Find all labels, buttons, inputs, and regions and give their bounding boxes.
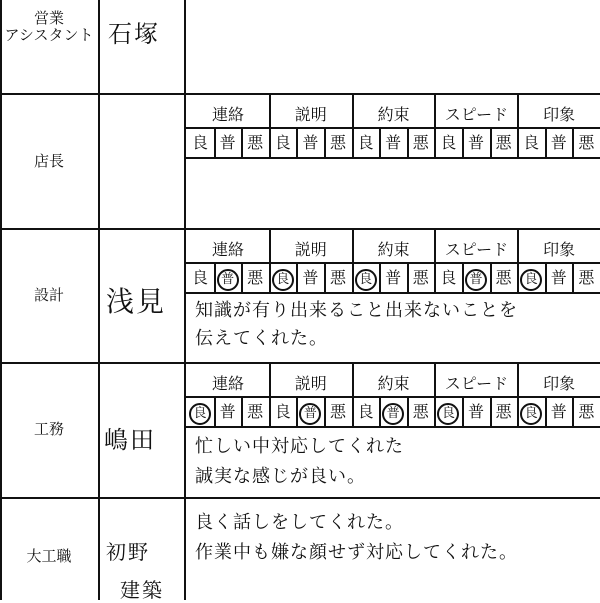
comment-carpenter-line2: 作業中も嫌な顔せず対応してくれた。 (195, 542, 518, 563)
frame-divider-name (184, 0, 186, 600)
rating-cell: 良 (274, 402, 291, 421)
comment-construction-line1: 忙しい中対応してくれた (195, 436, 404, 457)
rating-cell (186, 400, 214, 424)
rating-cell: 良 (357, 402, 374, 421)
rating-cell: 良 (357, 133, 374, 152)
row-sep-2 (0, 228, 600, 230)
rating-cell (517, 266, 545, 290)
rating-cell: 良 (274, 133, 291, 152)
category-header: 説明 (294, 374, 327, 393)
category-header: スピード (444, 105, 509, 124)
rating-cell (517, 400, 545, 424)
category-header: 連絡 (211, 105, 244, 124)
name-design: 浅見 (106, 285, 167, 318)
category-header: 印象 (543, 240, 576, 259)
name-construction: 嶋田 (104, 426, 156, 454)
rating-cell (462, 266, 490, 290)
grid-header-line (186, 396, 600, 398)
rating-cell: 悪 (495, 402, 512, 421)
rating-cell: 悪 (247, 133, 264, 152)
row-sep-4 (0, 497, 600, 499)
selected-rating: 良 (355, 269, 377, 291)
category-header: 印象 (543, 374, 576, 393)
rating-cell: 悪 (495, 268, 512, 287)
rating-cell: 良 (191, 268, 208, 287)
selected-rating: 良 (272, 269, 294, 291)
rating-cell: 悪 (578, 268, 595, 287)
category-header: 連絡 (211, 240, 244, 259)
role-design: 設計 (33, 286, 64, 304)
rating-cell: 普 (550, 268, 567, 287)
category-header: 印象 (543, 105, 576, 124)
name-carpenter-line1: 初野 (106, 540, 150, 564)
selected-rating: 普 (382, 403, 404, 425)
rating-cell: 普 (467, 133, 484, 152)
grid-rating-line (186, 157, 600, 159)
role-construction: 工務 (33, 420, 64, 438)
rating-cell: 良 (440, 133, 457, 152)
rating-cell: 悪 (412, 268, 429, 287)
grid-header-line (186, 127, 600, 129)
rating-cell: 普 (219, 402, 236, 421)
category-header: 連絡 (211, 374, 244, 393)
rating-cell: 悪 (247, 402, 264, 421)
rating-cell: 悪 (412, 133, 429, 152)
rating-cell: 普 (385, 268, 402, 287)
selected-rating: 良 (520, 403, 542, 425)
category-header: 約束 (377, 374, 410, 393)
rating-cell: 悪 (578, 133, 595, 152)
comment-design-line1: 知識が有り出来ること出来ないことを (195, 300, 518, 321)
selected-rating: 良 (520, 269, 542, 291)
rating-cell: 普 (550, 402, 567, 421)
rating-cell: 悪 (495, 133, 512, 152)
rating-cell (214, 266, 242, 290)
role-carpenter: 大工職 (26, 547, 72, 565)
category-header: 説明 (294, 240, 327, 259)
rating-cell: 良 (523, 133, 540, 152)
frame-divider-role (98, 0, 100, 600)
rating-cell: 悪 (329, 402, 346, 421)
row-sep-1 (0, 93, 600, 95)
rating-cell (352, 266, 380, 290)
rating-cell: 普 (302, 268, 319, 287)
rating-cell: 悪 (247, 268, 264, 287)
category-header: 説明 (294, 105, 327, 124)
selected-rating: 良 (437, 403, 459, 425)
category-header: スピード (444, 374, 509, 393)
rating-cell: 悪 (329, 268, 346, 287)
comment-carpenter-line1: 良く話しをしてくれた。 (195, 512, 404, 533)
rating-cell: 普 (219, 133, 236, 152)
rating-cell: 良 (191, 133, 208, 152)
name-carpenter-line2: 建築 (120, 578, 164, 602)
category-header: 約束 (377, 240, 410, 259)
selected-rating: 普 (465, 269, 487, 291)
rating-cell: 悪 (578, 402, 595, 421)
rating-cell (269, 266, 297, 290)
rating-cell (379, 400, 407, 424)
rating-cell: 良 (440, 268, 457, 287)
category-header: スピード (444, 240, 509, 259)
rating-cell: 悪 (412, 402, 429, 421)
grid-rating-line (186, 292, 600, 294)
rating-cell: 普 (385, 133, 402, 152)
name-sales-assistant: 石塚 (108, 20, 160, 48)
grid-rating-line (186, 426, 600, 428)
role-line-2: アシスタント (4, 26, 94, 44)
role-line-1: 営業 (33, 9, 64, 27)
rating-cell (434, 400, 462, 424)
selected-rating: 普 (217, 269, 239, 291)
rating-cell (296, 400, 324, 424)
selected-rating: 普 (299, 403, 321, 425)
category-header: 約束 (377, 105, 410, 124)
selected-rating: 良 (189, 403, 211, 425)
rating-cell: 普 (302, 133, 319, 152)
role-sales-assistant (0, 10, 98, 44)
rating-cell: 悪 (329, 133, 346, 152)
role-store-manager: 店長 (33, 152, 64, 170)
comment-design-line2: 伝えてくれた。 (195, 328, 328, 349)
grid-header-line (186, 262, 600, 264)
row-sep-3 (0, 362, 600, 364)
rating-cell: 普 (467, 402, 484, 421)
comment-construction-line2: 誠実な感じが良い。 (195, 466, 366, 487)
rating-cell: 普 (550, 133, 567, 152)
